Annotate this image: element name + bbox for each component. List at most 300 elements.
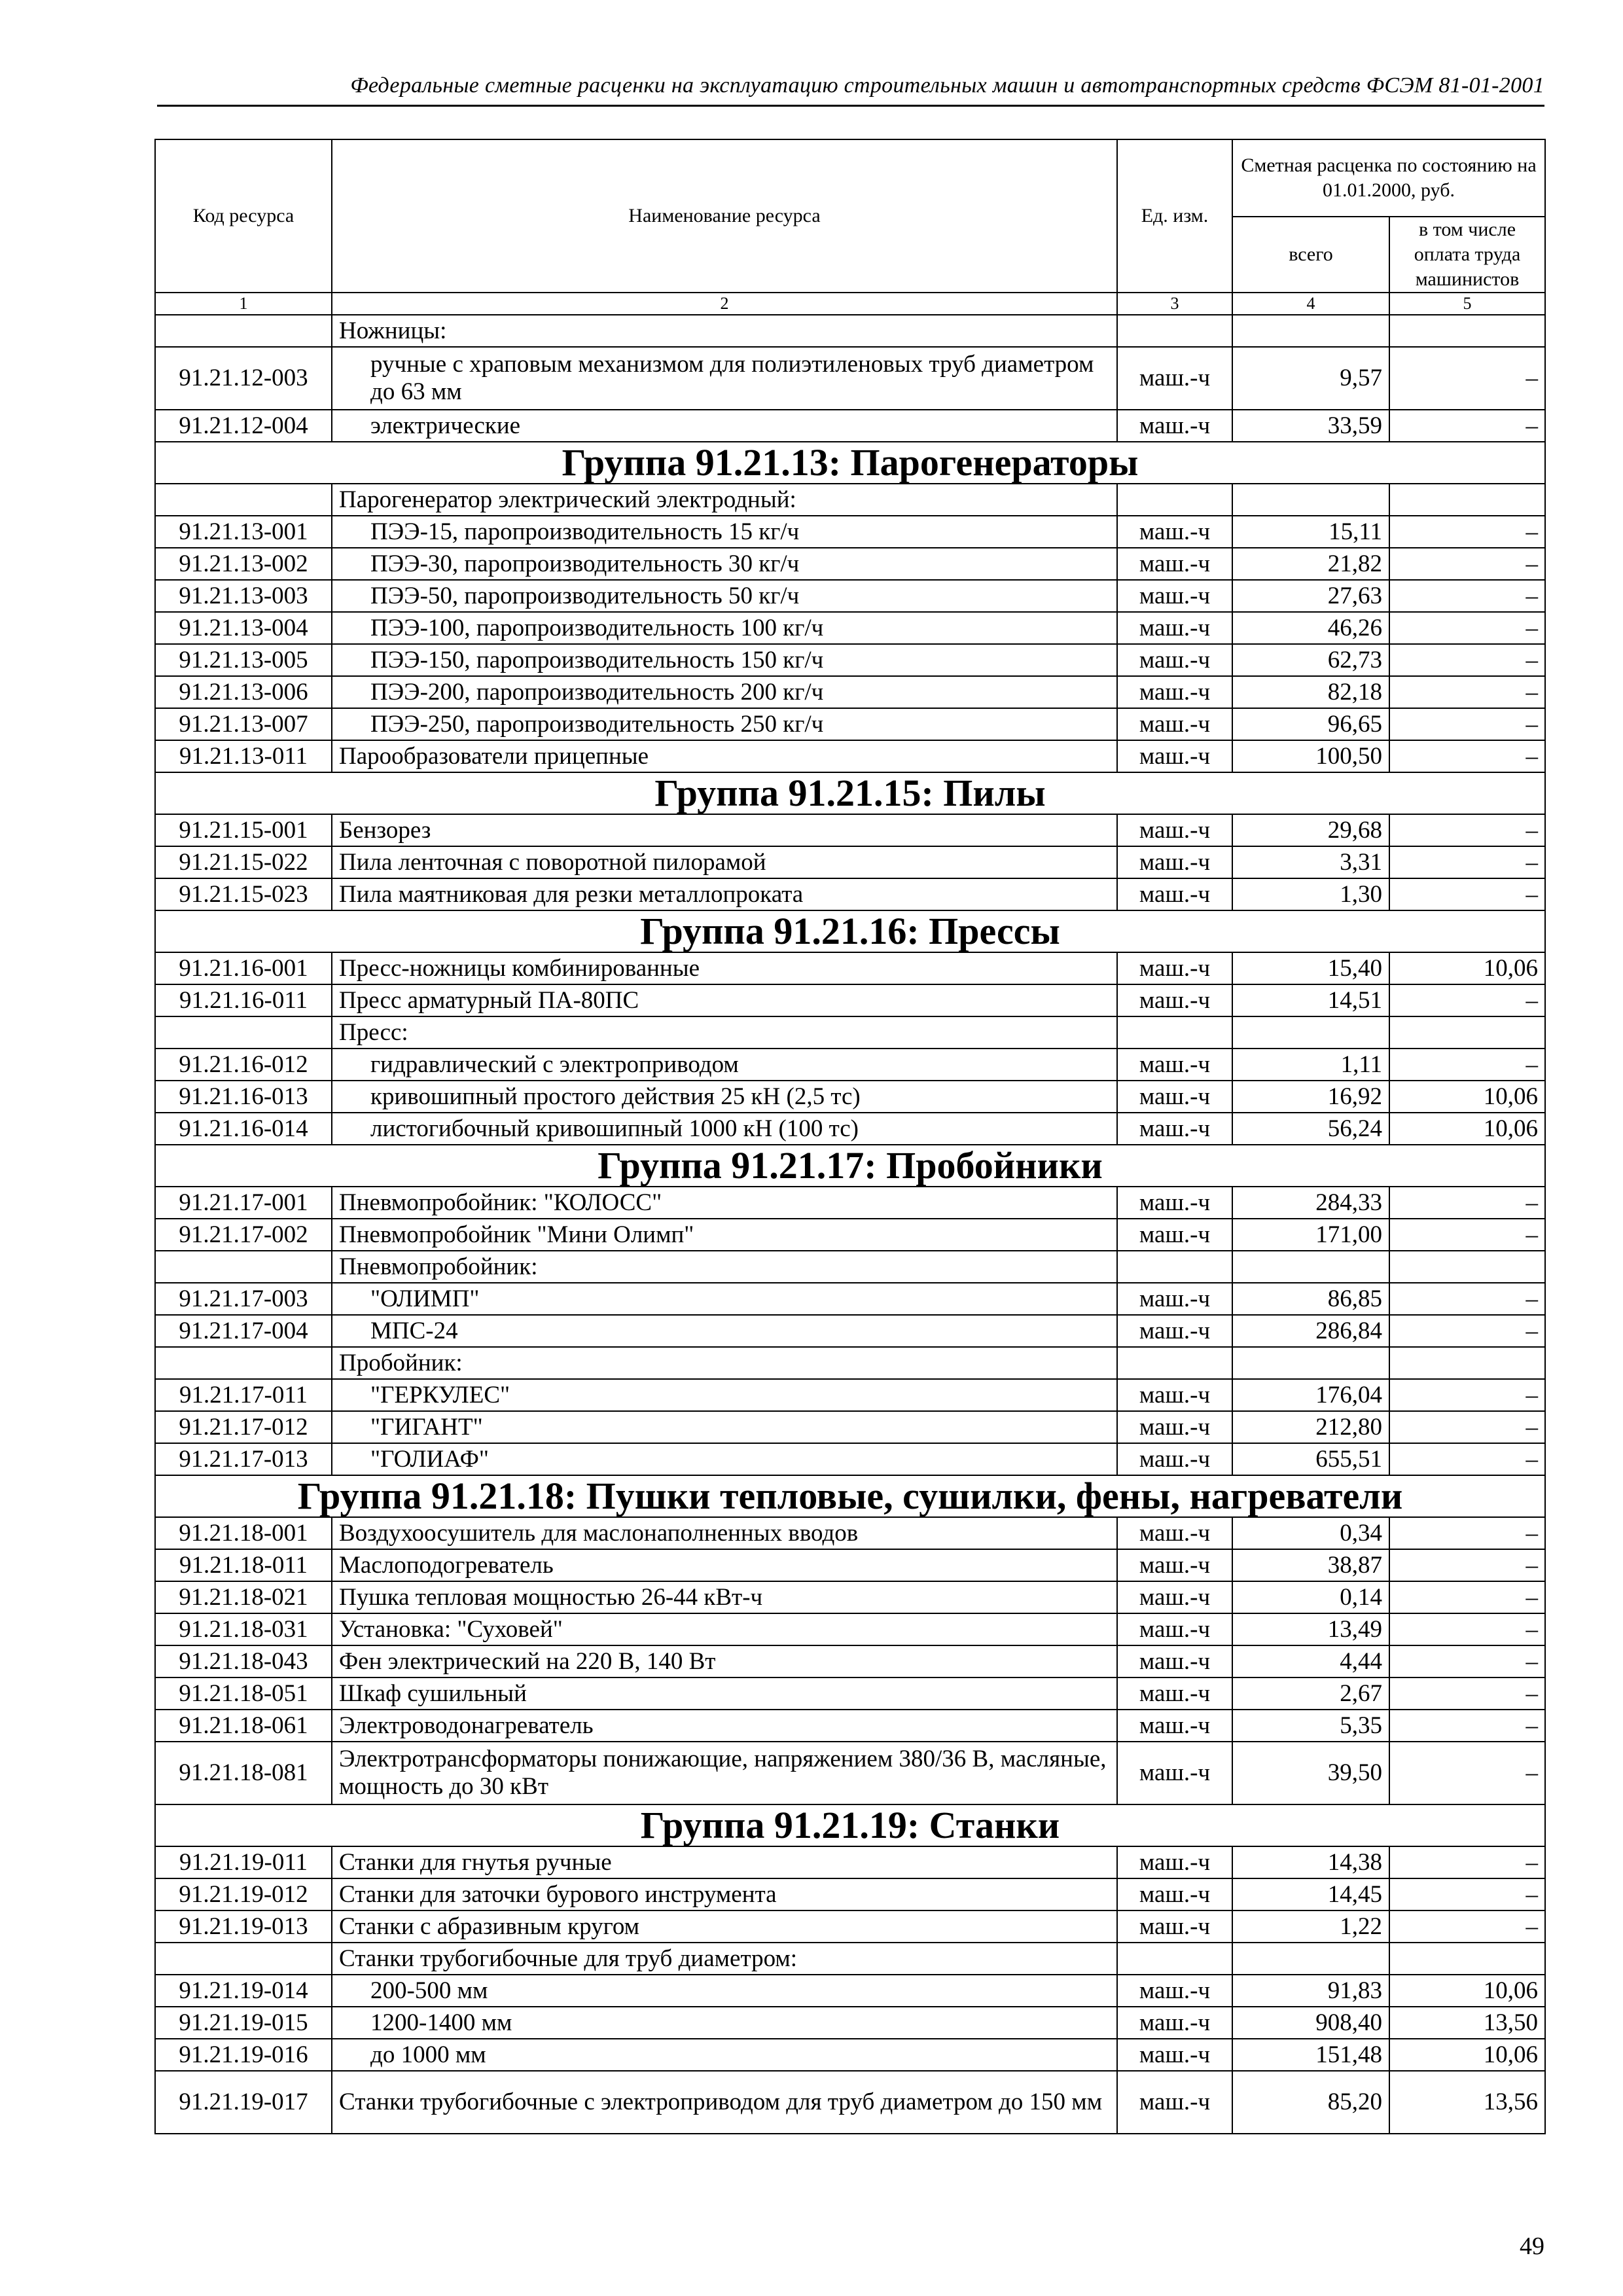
labor-cell: –: [1389, 1613, 1545, 1645]
resource-name: Маслоподогреватель: [332, 1549, 1117, 1581]
total-cell: 286,84: [1232, 1315, 1389, 1347]
table-row: [155, 1081, 1545, 1113]
resource-code: 91.21.13-004: [155, 612, 332, 644]
table-row: [155, 1187, 1545, 1219]
labor-cell: 10,06: [1389, 1113, 1545, 1145]
resource-code: 91.21.17-004: [155, 1315, 332, 1347]
page-number: 49: [1520, 2233, 1544, 2260]
labor-cell: 13,56: [1389, 2071, 1545, 2134]
labor-cell: –: [1389, 347, 1545, 410]
col-number: 5: [1389, 293, 1545, 315]
total-cell: 9,57: [1232, 347, 1389, 410]
labor-cell: [1389, 1251, 1545, 1283]
table-row: [155, 2071, 1545, 2134]
total-cell: 1,30: [1232, 878, 1389, 910]
resource-name: листогибочный кривошипный 1000 кН (100 тс): [332, 1113, 1117, 1145]
total-cell: 33,59: [1232, 410, 1389, 442]
total-cell: 0,14: [1232, 1581, 1389, 1613]
total-cell: 14,51: [1232, 984, 1389, 1016]
total-cell: [1232, 1251, 1389, 1283]
resource-code: 91.21.15-022: [155, 846, 332, 878]
subheading-text: Пневмопробойник:: [332, 1251, 1117, 1283]
table-row: [155, 1846, 1545, 1878]
labor-cell: –: [1389, 846, 1545, 878]
table-row: [155, 1049, 1545, 1081]
labor-cell: 13,50: [1389, 2007, 1545, 2039]
unit-cell: маш.-ч: [1117, 1283, 1232, 1315]
table-row: [155, 984, 1545, 1016]
total-cell: 284,33: [1232, 1187, 1389, 1219]
subheading-row: [155, 1347, 1545, 1379]
unit-cell: маш.-ч: [1117, 612, 1232, 644]
resource-name: ПЭЭ-50, паропроизводительность 50 кг/ч: [332, 580, 1117, 612]
group-title: Группа 91.21.19: Станки: [155, 1804, 1545, 1846]
labor-cell: 10,06: [1389, 2039, 1545, 2071]
unit-cell: маш.-ч: [1117, 1910, 1232, 1943]
table-row: [155, 1878, 1545, 1910]
col-number: 1: [155, 293, 332, 315]
labor-cell: –: [1389, 814, 1545, 846]
resource-code: 91.21.16-001: [155, 952, 332, 984]
unit-cell: маш.-ч: [1117, 878, 1232, 910]
resource-code: 91.21.12-003: [155, 347, 332, 410]
table-row: [155, 1379, 1545, 1411]
labor-cell: –: [1389, 548, 1545, 580]
resource-code: 91.21.17-001: [155, 1187, 332, 1219]
table-row: [155, 516, 1545, 548]
unit-cell: маш.-ч: [1117, 548, 1232, 580]
subheading-row: [155, 1251, 1545, 1283]
group-title: Группа 91.21.18: Пушки тепловые, сушилки, фены, нагреватели: [155, 1475, 1545, 1517]
total-cell: 86,85: [1232, 1283, 1389, 1315]
unit-cell: [1117, 1016, 1232, 1049]
labor-cell: –: [1389, 1187, 1545, 1219]
total-cell: 1,11: [1232, 1049, 1389, 1081]
resource-code: 91.21.19-011: [155, 1846, 332, 1878]
total-cell: 96,65: [1232, 708, 1389, 740]
unit-cell: маш.-ч: [1117, 1975, 1232, 2007]
unit-cell: маш.-ч: [1117, 1645, 1232, 1677]
unit-cell: маш.-ч: [1117, 952, 1232, 984]
resource-name: ПЭЭ-250, паропроизводительность 250 кг/ч: [332, 708, 1117, 740]
col-header-code: Код ресурса: [155, 139, 332, 293]
table-row: [155, 814, 1545, 846]
table-row: [155, 612, 1545, 644]
resource-code: 91.21.19-013: [155, 1910, 332, 1943]
total-cell: 176,04: [1232, 1379, 1389, 1411]
unit-cell: маш.-ч: [1117, 1742, 1232, 1804]
group-heading-row: [155, 910, 1545, 952]
total-cell: 21,82: [1232, 548, 1389, 580]
unit-cell: маш.-ч: [1117, 347, 1232, 410]
resource-name: ПЭЭ-200, паропроизводительность 200 кг/ч: [332, 676, 1117, 708]
unit-cell: маш.-ч: [1117, 1315, 1232, 1347]
unit-cell: маш.-ч: [1117, 1549, 1232, 1581]
resource-code: 91.21.17-012: [155, 1411, 332, 1443]
resource-code: 91.21.18-001: [155, 1517, 332, 1549]
table-row: [155, 1411, 1545, 1443]
total-cell: 1,22: [1232, 1910, 1389, 1943]
resource-name: гидравлический с электроприводом: [332, 1049, 1117, 1081]
col-header-price: Сметная расценка по состоянию на 01.01.2000, руб.: [1232, 139, 1545, 217]
resource-name: Станки трубогибочные с электроприводом для труб диаметром до 150 мм: [332, 2071, 1117, 2134]
labor-cell: –: [1389, 410, 1545, 442]
resource-name: "ГИГАНТ": [332, 1411, 1117, 1443]
resource-code: 91.21.16-012: [155, 1049, 332, 1081]
labor-cell: –: [1389, 644, 1545, 676]
table-row: [155, 1549, 1545, 1581]
resource-name: 1200-1400 мм: [332, 2007, 1117, 2039]
table-row: [155, 1581, 1545, 1613]
unit-cell: маш.-ч: [1117, 1581, 1232, 1613]
table-row: [155, 580, 1545, 612]
table-row: [155, 1677, 1545, 1710]
labor-cell: –: [1389, 1315, 1545, 1347]
resource-code: 91.21.18-061: [155, 1710, 332, 1742]
resource-code: 91.21.15-001: [155, 814, 332, 846]
total-cell: 85,20: [1232, 2071, 1389, 2134]
resource-name: "ГЕРКУЛЕС": [332, 1379, 1117, 1411]
unit-cell: маш.-ч: [1117, 1411, 1232, 1443]
resource-code: 91.21.17-013: [155, 1443, 332, 1475]
unit-cell: маш.-ч: [1117, 676, 1232, 708]
total-cell: 15,40: [1232, 952, 1389, 984]
resource-name: ПЭЭ-30, паропроизводительность 30 кг/ч: [332, 548, 1117, 580]
resource-name: Пневмопробойник: "КОЛОСС": [332, 1187, 1117, 1219]
group-heading-row: [155, 1145, 1545, 1187]
group-title: Группа 91.21.13: Парогенераторы: [155, 442, 1545, 484]
unit-cell: маш.-ч: [1117, 516, 1232, 548]
table-row: [155, 878, 1545, 910]
group-title: Группа 91.21.15: Пилы: [155, 772, 1545, 814]
resource-name: ПЭЭ-100, паропроизводительность 100 кг/ч: [332, 612, 1117, 644]
resource-name: ПЭЭ-150, паропроизводительность 150 кг/ч: [332, 644, 1117, 676]
unit-cell: маш.-ч: [1117, 1613, 1232, 1645]
labor-cell: –: [1389, 740, 1545, 772]
resource-name: ручные с храповым механизмом для полиэтиленовых труб диаметром до 63 мм: [332, 347, 1117, 410]
labor-cell: [1389, 1347, 1545, 1379]
unit-cell: маш.-ч: [1117, 1081, 1232, 1113]
table-row: [155, 2039, 1545, 2071]
total-cell: 5,35: [1232, 1710, 1389, 1742]
resource-name: кривошипный простого действия 25 кН (2,5 тс): [332, 1081, 1117, 1113]
table-row: [155, 1975, 1545, 2007]
total-cell: 151,48: [1232, 2039, 1389, 2071]
total-cell: 171,00: [1232, 1219, 1389, 1251]
total-cell: 56,24: [1232, 1113, 1389, 1145]
table-row: [155, 1113, 1545, 1145]
unit-cell: маш.-ч: [1117, 1219, 1232, 1251]
resource-code: 91.21.19-012: [155, 1878, 332, 1910]
unit-cell: маш.-ч: [1117, 1187, 1232, 1219]
labor-cell: –: [1389, 1219, 1545, 1251]
resource-code: 91.21.17-011: [155, 1379, 332, 1411]
total-cell: [1232, 1347, 1389, 1379]
resource-name: 200-500 мм: [332, 1975, 1117, 2007]
labor-cell: –: [1389, 1677, 1545, 1710]
resource-code: 91.21.17-003: [155, 1283, 332, 1315]
table-row: [155, 1517, 1545, 1549]
code-cell: [155, 1943, 332, 1975]
labor-cell: –: [1389, 1742, 1545, 1804]
subheading-text: Пробойник:: [332, 1347, 1117, 1379]
total-cell: 13,49: [1232, 1613, 1389, 1645]
resource-name: Шкаф сушильный: [332, 1677, 1117, 1710]
table-row: [155, 1315, 1545, 1347]
resource-name: Бензорез: [332, 814, 1117, 846]
total-cell: 29,68: [1232, 814, 1389, 846]
total-cell: 62,73: [1232, 644, 1389, 676]
table-row: [155, 1219, 1545, 1251]
labor-cell: –: [1389, 1846, 1545, 1878]
unit-cell: маш.-ч: [1117, 2071, 1232, 2134]
table-row: [155, 1742, 1545, 1804]
resource-name: Пресс арматурный ПА-80ПС: [332, 984, 1117, 1016]
labor-cell: 10,06: [1389, 1975, 1545, 2007]
resource-name: Станки для заточки бурового инструмента: [332, 1878, 1117, 1910]
total-cell: [1232, 1016, 1389, 1049]
labor-cell: 10,06: [1389, 952, 1545, 984]
code-cell: [155, 1016, 332, 1049]
unit-cell: [1117, 315, 1232, 347]
code-cell: [155, 315, 332, 347]
resource-name: "ГОЛИАФ": [332, 1443, 1117, 1475]
resource-name: Станки для гнутья ручные: [332, 1846, 1117, 1878]
unit-cell: маш.-ч: [1117, 2039, 1232, 2071]
unit-cell: маш.-ч: [1117, 1113, 1232, 1145]
resource-code: 91.21.18-043: [155, 1645, 332, 1677]
resource-name: Установка: "Суховей": [332, 1613, 1117, 1645]
resource-code: 91.21.18-021: [155, 1581, 332, 1613]
resource-code: 91.21.12-004: [155, 410, 332, 442]
total-cell: 655,51: [1232, 1443, 1389, 1475]
table-row: [155, 1613, 1545, 1645]
unit-cell: маш.-ч: [1117, 1677, 1232, 1710]
unit-cell: маш.-ч: [1117, 580, 1232, 612]
resource-name: электрические: [332, 410, 1117, 442]
resource-name: Пила ленточная с поворотной пилорамой: [332, 846, 1117, 878]
unit-cell: маш.-ч: [1117, 846, 1232, 878]
unit-cell: [1117, 1943, 1232, 1975]
resource-code: 91.21.19-016: [155, 2039, 332, 2071]
resource-table: [154, 139, 1546, 2134]
unit-cell: маш.-ч: [1117, 1846, 1232, 1878]
labor-cell: –: [1389, 984, 1545, 1016]
unit-cell: маш.-ч: [1117, 814, 1232, 846]
resource-name: "ОЛИМП": [332, 1283, 1117, 1315]
total-cell: 82,18: [1232, 676, 1389, 708]
col-number: 2: [332, 293, 1117, 315]
total-cell: 38,87: [1232, 1549, 1389, 1581]
unit-cell: маш.-ч: [1117, 708, 1232, 740]
resource-code: 91.21.18-051: [155, 1677, 332, 1710]
table-row: [155, 410, 1545, 442]
col-header-name: Наименование ресурса: [332, 139, 1117, 293]
total-cell: 4,44: [1232, 1645, 1389, 1677]
total-cell: 15,11: [1232, 516, 1389, 548]
resource-code: 91.21.19-014: [155, 1975, 332, 2007]
code-cell: [155, 1347, 332, 1379]
resource-name: Фен электрический на 220 В, 140 Вт: [332, 1645, 1117, 1677]
resource-code: 91.21.19-015: [155, 2007, 332, 2039]
table-row: [155, 644, 1545, 676]
group-title: Группа 91.21.17: Пробойники: [155, 1145, 1545, 1187]
resource-code: 91.21.18-031: [155, 1613, 332, 1645]
unit-cell: маш.-ч: [1117, 1443, 1232, 1475]
header-rule: [157, 105, 1544, 107]
total-cell: 16,92: [1232, 1081, 1389, 1113]
labor-cell: –: [1389, 708, 1545, 740]
col-number: 3: [1117, 293, 1232, 315]
total-cell: 100,50: [1232, 740, 1389, 772]
col-number: 4: [1232, 293, 1389, 315]
total-cell: 0,34: [1232, 1517, 1389, 1549]
unit-cell: маш.-ч: [1117, 410, 1232, 442]
labor-cell: –: [1389, 676, 1545, 708]
resource-code: 91.21.19-017: [155, 2071, 332, 2134]
total-cell: 46,26: [1232, 612, 1389, 644]
resource-name: Пила маятниковая для резки металлопроката: [332, 878, 1117, 910]
subheading-row: [155, 315, 1545, 347]
table-row: [155, 952, 1545, 984]
resource-code: 91.21.13-011: [155, 740, 332, 772]
table-row: [155, 1710, 1545, 1742]
resource-name: Электроводонагреватель: [332, 1710, 1117, 1742]
table-row: [155, 676, 1545, 708]
subheading-row: [155, 484, 1545, 516]
labor-cell: –: [1389, 516, 1545, 548]
labor-cell: [1389, 1943, 1545, 1975]
unit-cell: маш.-ч: [1117, 1517, 1232, 1549]
subheading-text: Станки трубогибочные для труб диаметром:: [332, 1943, 1117, 1975]
unit-cell: [1117, 1251, 1232, 1283]
table-row: [155, 548, 1545, 580]
table-row: [155, 1645, 1545, 1677]
labor-cell: 10,06: [1389, 1081, 1545, 1113]
resource-name: Пневмопробойник "Мини Олимп": [332, 1219, 1117, 1251]
labor-cell: –: [1389, 1379, 1545, 1411]
labor-cell: –: [1389, 878, 1545, 910]
resource-code: 91.21.16-014: [155, 1113, 332, 1145]
labor-cell: –: [1389, 1517, 1545, 1549]
col-header-total: всего: [1232, 217, 1389, 293]
labor-cell: [1389, 1016, 1545, 1049]
total-cell: 14,45: [1232, 1878, 1389, 1910]
subheading-text: Ножницы:: [332, 315, 1117, 347]
unit-cell: маш.-ч: [1117, 1710, 1232, 1742]
labor-cell: –: [1389, 1049, 1545, 1081]
labor-cell: –: [1389, 1443, 1545, 1475]
resource-name: Пушка тепловая мощностью 26-44 кВт-ч: [332, 1581, 1117, 1613]
group-heading-row: [155, 772, 1545, 814]
table-row: [155, 2007, 1545, 2039]
labor-cell: –: [1389, 1710, 1545, 1742]
resource-name: Станки с абразивным кругом: [332, 1910, 1117, 1943]
unit-cell: маш.-ч: [1117, 984, 1232, 1016]
total-cell: 212,80: [1232, 1411, 1389, 1443]
labor-cell: –: [1389, 1910, 1545, 1943]
unit-cell: маш.-ч: [1117, 1049, 1232, 1081]
total-cell: 39,50: [1232, 1742, 1389, 1804]
resource-code: 91.21.18-011: [155, 1549, 332, 1581]
labor-cell: –: [1389, 612, 1545, 644]
table-row: [155, 740, 1545, 772]
total-cell: 27,63: [1232, 580, 1389, 612]
col-header-unit: Ед. изм.: [1117, 139, 1232, 293]
resource-name: ПЭЭ-15, паропроизводительность 15 кг/ч: [332, 516, 1117, 548]
group-title: Группа 91.21.16: Прессы: [155, 910, 1545, 952]
labor-cell: [1389, 315, 1545, 347]
resource-code: 91.21.13-006: [155, 676, 332, 708]
labor-cell: [1389, 484, 1545, 516]
subheading-row: [155, 1016, 1545, 1049]
resource-name: МПС-24: [332, 1315, 1117, 1347]
resource-name: Электротрансформаторы понижающие, напряжением 380/36 В, масляные, мощность до 30 кВт: [332, 1742, 1117, 1804]
code-cell: [155, 484, 332, 516]
labor-cell: –: [1389, 1411, 1545, 1443]
resource-name: до 1000 мм: [332, 2039, 1117, 2071]
unit-cell: [1117, 1347, 1232, 1379]
resource-code: 91.21.13-005: [155, 644, 332, 676]
page-header: Федеральные сметные расценки на эксплуатацию строительных машин и автотранспортных средств ФСЭМ 81-01-2001: [350, 73, 1544, 98]
labor-cell: –: [1389, 1645, 1545, 1677]
unit-cell: [1117, 484, 1232, 516]
table-row: [155, 846, 1545, 878]
resource-code: 91.21.15-023: [155, 878, 332, 910]
labor-cell: –: [1389, 580, 1545, 612]
group-heading-row: [155, 1804, 1545, 1846]
col-header-labor: в том числе оплата труда машинистов: [1389, 217, 1545, 293]
subheading-text: Пресс:: [332, 1016, 1117, 1049]
resource-code: 91.21.13-003: [155, 580, 332, 612]
resource-code: 91.21.16-013: [155, 1081, 332, 1113]
resource-code: 91.21.13-001: [155, 516, 332, 548]
resource-code: 91.21.13-002: [155, 548, 332, 580]
table-row: [155, 1910, 1545, 1943]
subheading-text: Парогенератор электрический электродный:: [332, 484, 1117, 516]
resource-code: 91.21.16-011: [155, 984, 332, 1016]
table-body: [155, 315, 1545, 2134]
table-row: [155, 708, 1545, 740]
table-row: [155, 1443, 1545, 1475]
resource-code: 91.21.18-081: [155, 1742, 332, 1804]
resource-name: Воздухоосушитель для маслонаполненных вводов: [332, 1517, 1117, 1549]
unit-cell: маш.-ч: [1117, 1878, 1232, 1910]
unit-cell: маш.-ч: [1117, 1379, 1232, 1411]
total-cell: [1232, 1943, 1389, 1975]
subheading-row: [155, 1943, 1545, 1975]
table-row: [155, 1283, 1545, 1315]
total-cell: [1232, 484, 1389, 516]
total-cell: 14,38: [1232, 1846, 1389, 1878]
unit-cell: маш.-ч: [1117, 2007, 1232, 2039]
code-cell: [155, 1251, 332, 1283]
resource-name: Пресс-ножницы комбинированные: [332, 952, 1117, 984]
total-cell: 3,31: [1232, 846, 1389, 878]
group-heading-row: [155, 442, 1545, 484]
table-row: [155, 347, 1545, 410]
labor-cell: –: [1389, 1283, 1545, 1315]
labor-cell: –: [1389, 1581, 1545, 1613]
total-cell: 908,40: [1232, 2007, 1389, 2039]
labor-cell: –: [1389, 1878, 1545, 1910]
resource-name: Парообразователи прицепные: [332, 740, 1117, 772]
unit-cell: маш.-ч: [1117, 740, 1232, 772]
group-heading-row: [155, 1475, 1545, 1517]
total-cell: [1232, 315, 1389, 347]
total-cell: 2,67: [1232, 1677, 1389, 1710]
labor-cell: –: [1389, 1549, 1545, 1581]
